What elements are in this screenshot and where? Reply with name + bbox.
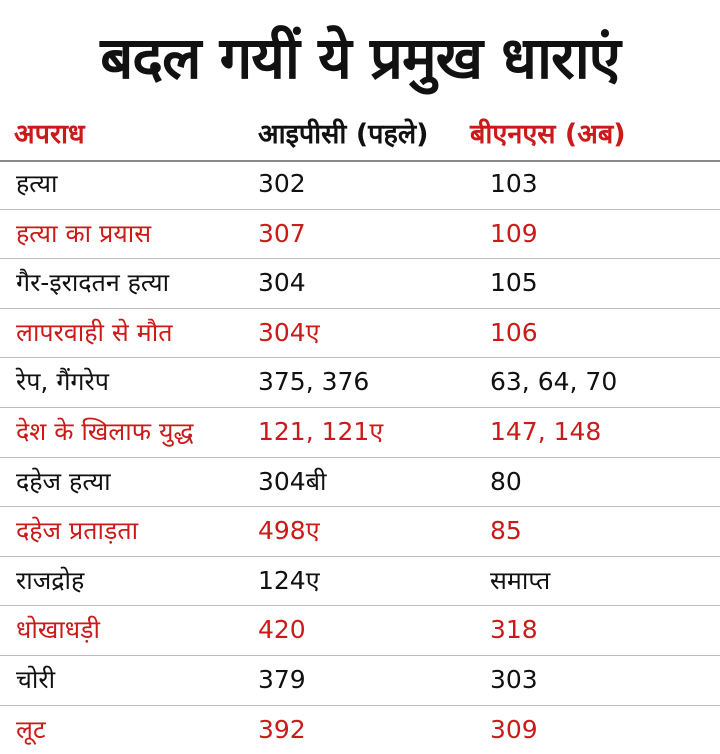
ipc-cell: 420 [258, 615, 306, 645]
ipc-cell: 375, 376 [258, 367, 370, 397]
ipc-cell: 304बी [258, 466, 327, 496]
table-row [0, 210, 720, 260]
ipc-cell: 124ए [258, 565, 320, 595]
bns-cell: 109 [490, 218, 538, 248]
bns-cell: 80 [490, 466, 522, 496]
bns-cell: 106 [490, 317, 538, 347]
header-crime: अपराध [14, 119, 85, 150]
bns-cell: 63, 64, 70 [490, 367, 618, 397]
table-row [0, 358, 720, 408]
crime-cell: देश के खिलाफ युद्ध [16, 416, 194, 446]
bns-cell: 85 [490, 516, 522, 546]
bns-cell: 103 [490, 169, 538, 198]
bns-cell: समाप्त [490, 565, 551, 595]
table-row [0, 507, 720, 557]
bns-cell: 105 [490, 268, 538, 298]
header-bns-now: बीएनएस (अब) [470, 119, 626, 150]
table-row [0, 557, 720, 607]
crime-cell: दहेज प्रताड़ता [16, 516, 139, 546]
crime-cell: लूट [16, 714, 46, 744]
crime-cell: लापरवाही से मौत [16, 317, 173, 347]
bns-cell: 303 [490, 664, 538, 694]
ipc-cell: 121, 121ए [258, 416, 384, 446]
table-row [0, 309, 720, 359]
table-body [0, 160, 720, 754]
table-row [0, 656, 720, 706]
ipc-cell: 304 [258, 268, 306, 298]
crime-cell: चोरी [16, 664, 56, 694]
ipc-cell: 498ए [258, 516, 320, 546]
table-row [0, 259, 720, 309]
ipc-cell: 302 [258, 169, 306, 198]
table-row [0, 458, 720, 508]
crime-cell: हत्या का प्रयास [16, 218, 152, 248]
bns-cell: 147, 148 [490, 416, 602, 446]
crime-cell: दहेज हत्या [16, 466, 111, 496]
crime-cell: धोखाधड़ी [16, 615, 101, 645]
bns-cell: 309 [490, 714, 538, 744]
bns-cell: 318 [490, 615, 538, 645]
table-row [0, 606, 720, 656]
crime-cell: रेप, गैंगरेप [16, 367, 109, 397]
page-title: बदल गयीं ये प्रमुख धाराएं [100, 24, 620, 92]
crime-cell: हत्या [16, 169, 58, 198]
header-ipc-before: आइपीसी (पहले) [258, 119, 429, 150]
crime-cell: राजद्रोह [16, 565, 85, 595]
table-header [0, 110, 720, 162]
ipc-cell: 392 [258, 714, 306, 744]
crime-cell: गैर-इरादतन हत्या [16, 268, 170, 298]
ipc-cell: 304ए [258, 317, 320, 347]
ipc-cell: 307 [258, 218, 306, 248]
table-row [0, 160, 720, 210]
ipc-cell: 379 [258, 664, 306, 694]
table-row [0, 408, 720, 458]
